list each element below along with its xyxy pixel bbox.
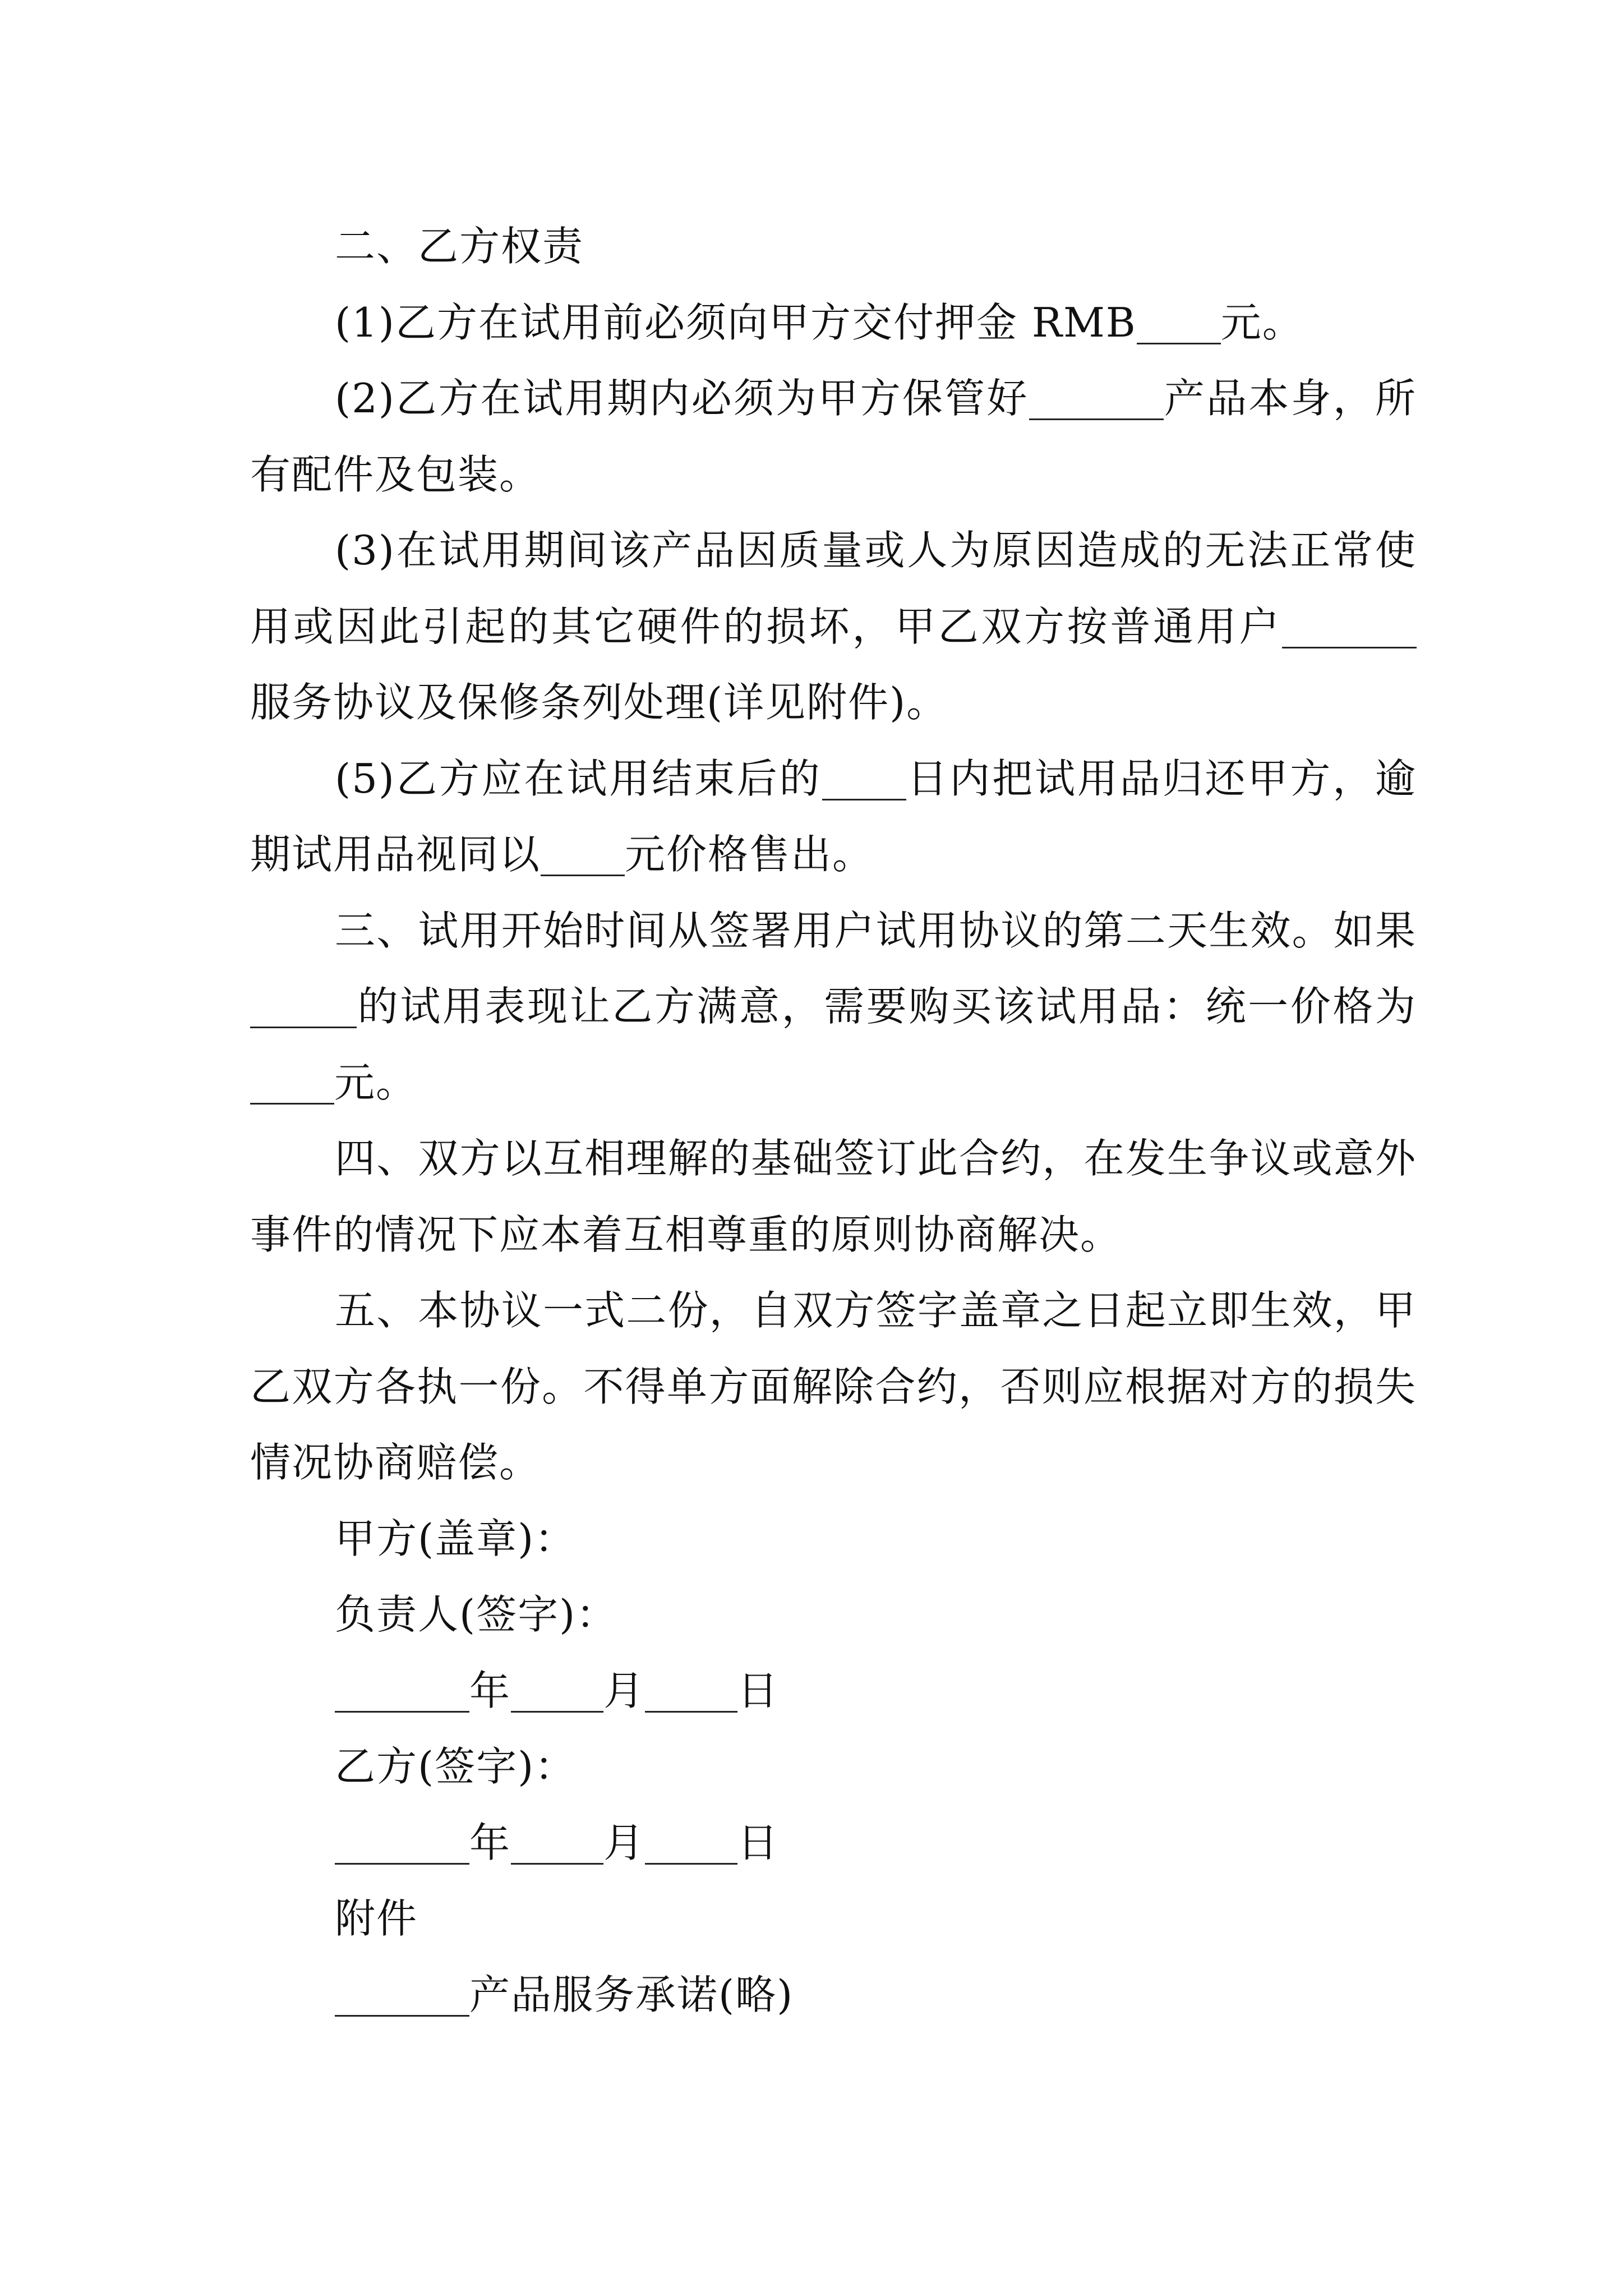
section-4-dispute: 四、双方以互相理解的基础签订此合约，在发生争议或意外事件的情况下应本着互相尊重的原则协商解决。 (250, 1135, 1417, 1258)
deposit-amount-blank (1137, 300, 1221, 344)
party-a-signer-line: 负责人(签字)： (335, 1591, 618, 1638)
year-blank (335, 1668, 469, 1713)
year-blank (335, 1820, 469, 1865)
overdue-price-blank (541, 832, 625, 877)
month-blank (511, 1668, 603, 1713)
contract-body (250, 209, 1417, 2033)
clause-deposit: (1)乙方在试用前必须向甲方交付押金 RMB 元。 (335, 298, 1304, 346)
attachment-item: 产品服务承诺(略) (250, 1957, 1417, 2033)
section-3-trial-start: 三、试用开始时间从签署用户试用协议的第二天生效。如果的试用表现让乙方满意，需要购买该试用品：统一价格为元。 (250, 893, 1417, 1121)
attachment-heading: 附件 (335, 1895, 418, 1942)
party-a-seal-line: 甲方(盖章)： (335, 1515, 577, 1562)
day-blank (645, 1820, 737, 1865)
month-blank (511, 1820, 603, 1865)
section-5-effect: 五、本协议一式二份，自双方签字盖章之日起立即生效，甲乙双方各执一份。不得单方面解除合约，否则应根据对方的损失情况协商赔偿。 (250, 1287, 1417, 1486)
day-blank (645, 1668, 737, 1713)
clause-damage: (3)在试用期间该产品因质量或人为原因造成的无法正常使用或因此引起的其它硬件的损坏，甲乙双方按普通用户服务协议及保修条列处理(详见附件)。 (250, 527, 1417, 726)
section-2-heading: 二、乙方权责 (335, 223, 584, 270)
service-agreement-blank (1282, 604, 1417, 648)
clause-safekeeping: (2)乙方在试用期内必须为甲方保管好 产品本身，所有配件及包装。 (250, 375, 1417, 498)
return-days-blank (822, 756, 906, 800)
trial-product-blank (250, 984, 357, 1029)
party-b-date-line: 年 月 日 (250, 1805, 1417, 1881)
unified-price-blank (250, 1060, 334, 1105)
party-b-signature-line: 乙方(签字)： (335, 1743, 577, 1790)
party-a-date-line: 年 月 日 (250, 1653, 1417, 1729)
product-name-blank (1029, 376, 1164, 421)
attachment-product-blank (335, 1972, 469, 2017)
clause-return: (5)乙方应在试用结束后的 日内把试用品归还甲方，逾期试用品视同以 元价格售出。 (250, 754, 1417, 878)
